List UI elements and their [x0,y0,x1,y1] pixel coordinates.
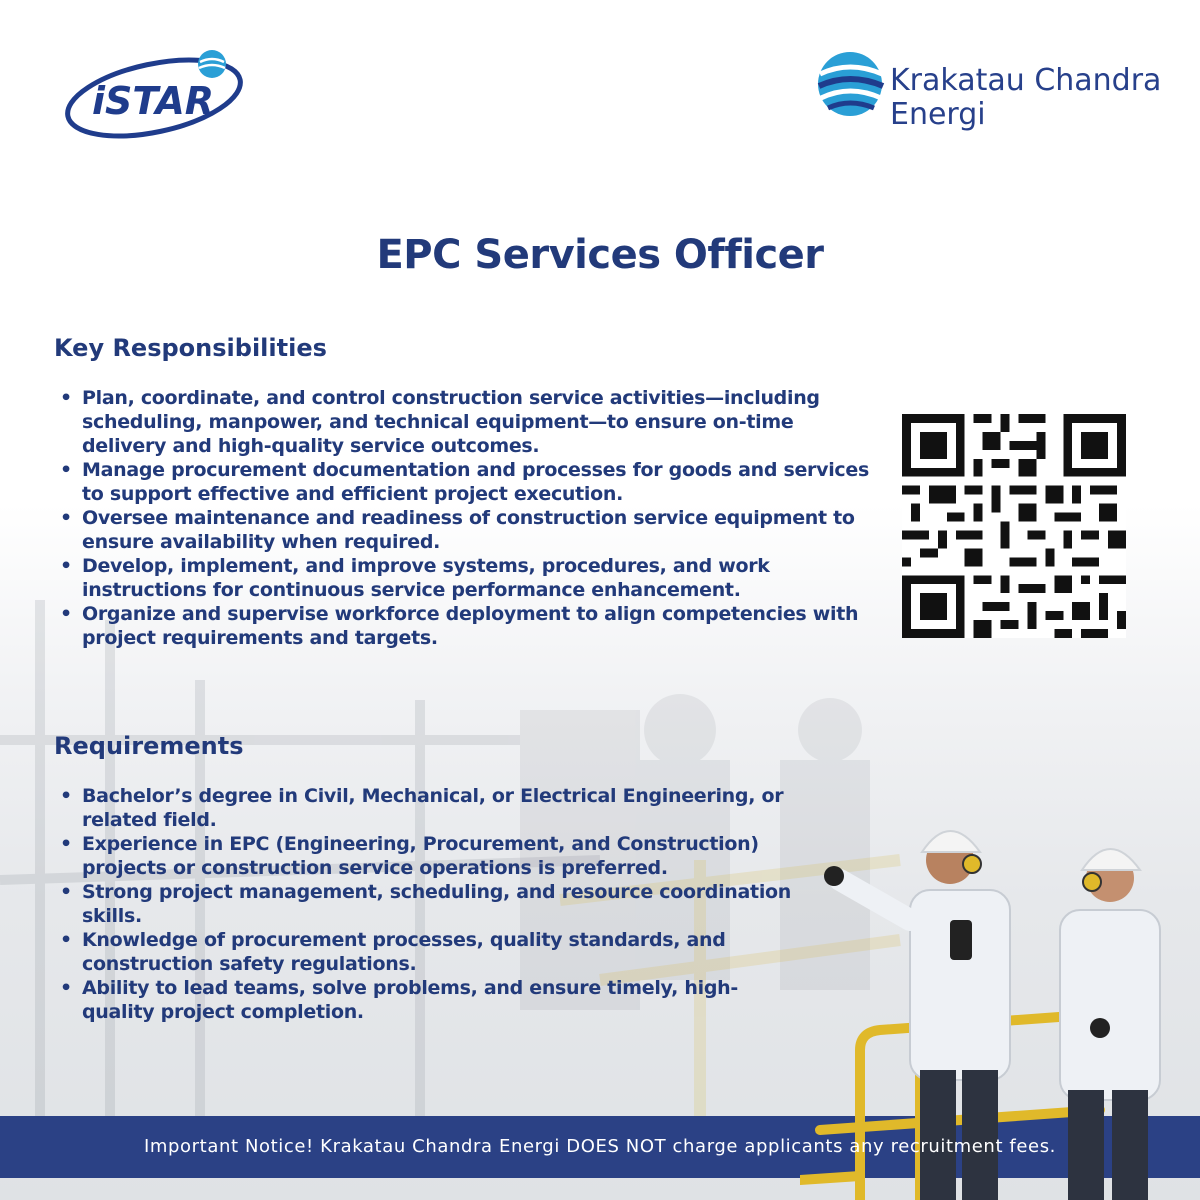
istar-logo [62,40,252,140]
krakatau-logo-line2: Energi [890,97,986,132]
list-item: • Develop, implement, and improve systems, procedures, and work instructions for continuous service performance enhancement. [56,554,876,602]
requirements-heading: Requirements [54,732,244,760]
krakatau-logo-text [890,64,1161,132]
notice-text: Important Notice! Krakatau Chandra Energi DOES NOT charge applicants any recruitment fees. [143,1136,1057,1157]
list-item: • Ability to lead teams, solve problems, and ensure timely, high-quality project completion. [56,976,796,1024]
list-item: • Experience in EPC (Engineering, Procurement, and Construction) projects or construction service operations is preferred. [56,832,796,880]
list-item: • Bachelor’s degree in Civil, Mechanical, or Electrical Engineering, or related field. [56,784,796,832]
requirements-list [56,784,796,1024]
list-item: • Oversee maintenance and readiness of construction service equipment to ensure availability when required. [56,506,876,554]
list-item: • Organize and supervise workforce deployment to align competencies with project requirements and targets. [56,602,876,650]
qr-code-icon[interactable] [902,414,1126,638]
responsibilities-heading: Key Responsibilities [54,334,327,362]
list-item: • Knowledge of procurement processes, quality standards, and construction safety regulations. [56,928,796,976]
list-item: • Strong project management, scheduling, and resource coordination skills. [56,880,796,928]
krakatau-logo-line1: Krakatau Chandra [890,63,1162,98]
istar-logo-text: iSTAR [92,79,215,123]
list-item: • Manage procurement documentation and processes for goods and services to support effective and efficient project execution. [56,458,876,506]
list-item: • Plan, coordinate, and control construction service activities—including scheduling, manpower, and technical equipment—to ensure on-time delivery and high-quality service outcomes. [56,386,876,458]
page-title: EPC Services Officer [376,232,824,278]
responsibilities-list [56,386,876,650]
